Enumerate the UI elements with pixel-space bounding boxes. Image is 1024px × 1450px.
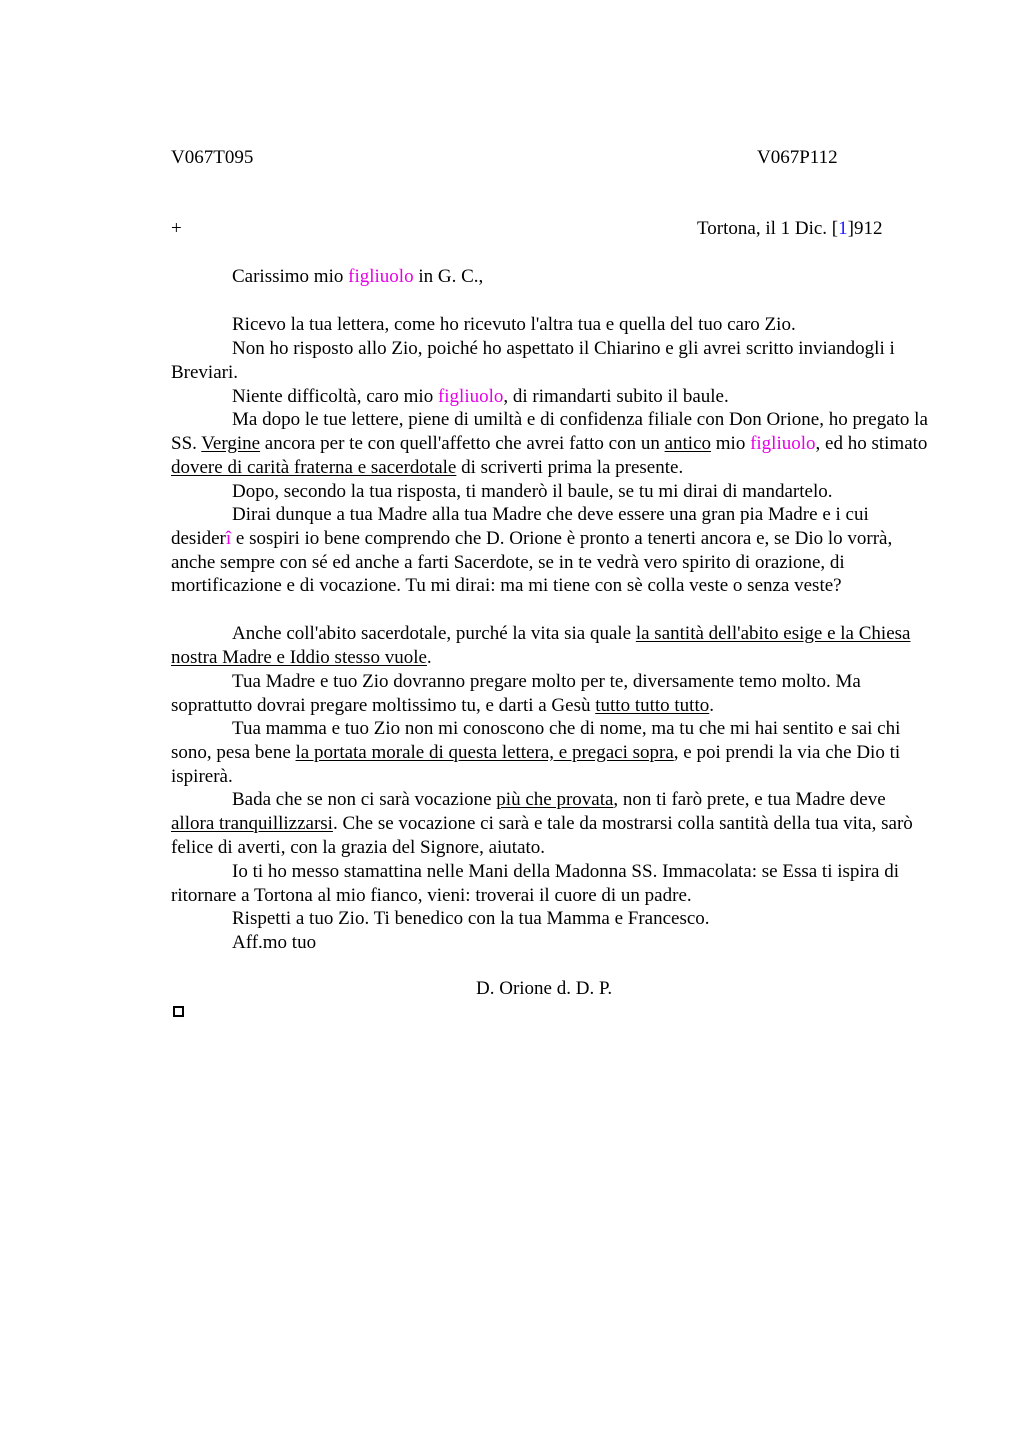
- place-date-prefix: Tortona, il 1 Dic. [: [697, 218, 839, 239]
- paragraph-text: Tua mamma e tuo Zio non mi conoscono che di nome, ma tu che mi hai sentito e sai chi sono, pesa bene: [171, 718, 901, 763]
- paragraph-text: di scriverti prima la presente.: [456, 456, 684, 478]
- paragraph-text: , di rimandarti subito il baule.: [503, 386, 729, 407]
- salutation-after: in G. C.,: [413, 266, 484, 287]
- highlighted-text: figliuolo: [750, 432, 816, 454]
- paragraph-text: Non ho risposto allo Zio, poiché ho aspettato il Chiarino e gli avrei scritto inviandogli i Breviari.: [171, 338, 895, 383]
- paragraph-text: Aff.mo tuo: [232, 932, 317, 953]
- underlined-text: la santità dell'abito esige e la Chiesa nostra Madre e Iddio stesso vuole: [171, 623, 911, 668]
- document-code-right: V067P112: [757, 147, 838, 168]
- paragraph-text: , ed ho stimato: [815, 432, 928, 454]
- end-box-icon: [173, 1006, 184, 1017]
- salutation-before: Carissimo mio: [232, 266, 349, 287]
- paragraph-text: Io ti ho messo stamattina nelle Mani della Madonna SS. Immacolata: se Essa ti ispira di ritornare a Tortona al mio fianco, vieni: troverai il cuore di un padre.: [171, 861, 899, 906]
- place-date-digit: 1: [838, 218, 848, 239]
- paragraph-text: . Che se vocazione ci sarà e tale da mostrarsi colla santità della tua vita, sarò felice di averti, con la grazia del Signore, aiutato.: [171, 812, 913, 858]
- highlighted-text: î: [225, 527, 232, 549]
- paragraph: [171, 313, 931, 337]
- paragraph: [171, 670, 931, 718]
- paragraph: [171, 788, 931, 859]
- paragraph-text: Rispetti a tuo Zio. Ti benedico con la tua Mamma e Francesco.: [232, 908, 710, 929]
- underlined-text: antico: [664, 432, 712, 454]
- paragraph: [171, 337, 931, 385]
- paragraph: [171, 622, 931, 670]
- paragraph: [171, 931, 931, 955]
- paragraph-text: Bada che se non ci sarà vocazione: [232, 789, 497, 810]
- paragraph-text: mio: [711, 432, 751, 454]
- paragraph: [171, 480, 931, 504]
- document-code-left: V067T095: [171, 147, 254, 168]
- paragraph-text: .: [426, 646, 432, 668]
- paragraph-text: Dopo, secondo la tua risposta, ti manderò il baule, se tu mi dirai di mandartelo.: [232, 481, 833, 502]
- cross-mark: +: [171, 218, 182, 239]
- underlined-text: Vergine: [201, 432, 261, 454]
- paragraph-text: Ma dopo le tue lettere, piene di umiltà e di confidenza filiale con Don Orione, ho pregato la SS.: [171, 409, 928, 454]
- salutation: [232, 266, 483, 288]
- paragraph: [171, 503, 931, 598]
- paragraph-text: e sospiri io bene comprendo che D. Orione è pronto a tenerti ancora e, se Dio lo vorrà, anche sempre con sé ed anche a farti Sacerdote, se in te vedrà vero spirito di orazione, di mortificazione e di vocazione. Tu mi dirai: ma mi tiene con sè colla veste o senza veste?: [171, 527, 893, 597]
- paragraph: [171, 860, 931, 908]
- paragraph-text: ancora per te con quell'affetto che avrei fatto con un: [260, 432, 665, 454]
- paragraph-text: .: [709, 694, 714, 716]
- underlined-text: dovere di carità fraterna e sacerdotale: [171, 456, 457, 478]
- paragraph: [171, 385, 931, 409]
- signature: D. Orione d. D. P.: [476, 978, 613, 999]
- paragraph: [171, 408, 931, 479]
- paragraph-text: Anche coll'abito sacerdotale, purché la vita sia quale: [232, 623, 636, 644]
- underlined-text: allora tranquillizzarsi: [171, 812, 333, 834]
- paragraph-text: Niente difficoltà, caro mio: [232, 386, 438, 407]
- paragraph-text: Ricevo la tua lettera, come ho ricevuto l'altra tua e quella del tuo caro Zio.: [232, 314, 796, 335]
- paragraph-text: Dirai dunque a tua Madre alla tua Madre che deve essere una gran pia Madre e i cui desider: [171, 504, 869, 549]
- paragraph: [171, 717, 931, 788]
- place-date: [697, 218, 882, 240]
- paragraph-text: , e poi prendi la via che Dio ti ispirerà.: [171, 741, 901, 787]
- paragraph-text: , non ti farò prete, e tua Madre deve: [613, 789, 886, 810]
- underlined-text: tutto tutto tutto: [595, 694, 710, 716]
- paragraph-text: Tua Madre e tuo Zio dovranno pregare molto per te, diversamente temo molto. Ma soprattutto dovrai pregare moltissimo tu, e darti a Gesù: [171, 671, 861, 716]
- place-date-suffix: ]912: [847, 218, 883, 239]
- underlined-text: più che provata: [496, 789, 614, 810]
- highlighted-text: figliuolo: [437, 386, 504, 407]
- salutation-highlight: figliuolo: [348, 266, 414, 287]
- underlined-text: la portata morale di questa lettera, e pregaci sopra: [295, 741, 674, 763]
- paragraph: [171, 907, 931, 931]
